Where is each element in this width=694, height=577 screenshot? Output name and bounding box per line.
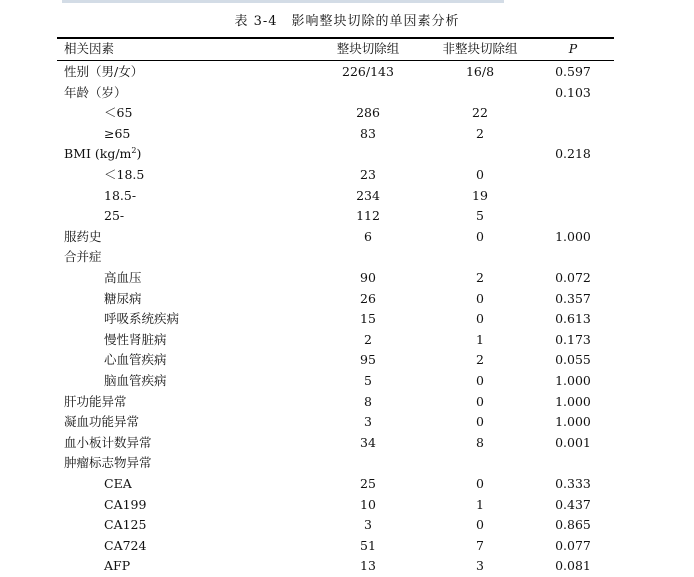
row-factor: 高血压: [104, 270, 142, 285]
row-non-en-bloc-count: 0: [476, 311, 484, 327]
table-header-rule: [57, 60, 614, 61]
row-en-bloc-count: 5: [364, 373, 372, 388]
row-en-bloc-count: 234: [356, 187, 380, 203]
row-non-en-bloc-count: 22: [472, 105, 488, 121]
row-non-en-bloc-count: 0: [476, 167, 484, 182]
row-en-bloc-count: 8: [364, 393, 372, 409]
row-p-value: 0.072: [555, 270, 591, 285]
row-en-bloc-count: 25: [360, 476, 376, 491]
row-en-bloc-count: 90: [360, 270, 376, 285]
row-non-en-bloc-count: 7: [476, 537, 484, 553]
row-p-value: 0.597: [555, 64, 591, 79]
row-factor: ≥65: [104, 125, 131, 141]
row-non-en-bloc-count: 1: [476, 496, 484, 512]
row-factor: AFP: [104, 558, 131, 574]
row-p-value: 0.613: [555, 311, 591, 327]
row-non-en-bloc-count: 1: [476, 331, 484, 347]
row-non-en-bloc-count: 19: [472, 187, 488, 203]
row-non-en-bloc-count: 0: [476, 517, 484, 533]
row-p-value: 0.333: [555, 476, 591, 491]
header-factor: 相关因素: [64, 41, 115, 56]
row-factor: ＜18.5: [104, 167, 145, 182]
row-p-value: 0.077: [555, 537, 591, 553]
page-top-edge: [62, 0, 504, 3]
row-factor: 合并症: [64, 249, 102, 265]
table-row: [0, 330, 694, 350]
row-p-value: 0.357: [555, 290, 591, 306]
row-en-bloc-count: 3: [364, 414, 372, 430]
table-row: [0, 289, 694, 309]
table-row: [0, 186, 694, 206]
row-en-bloc-count: 2: [364, 331, 372, 347]
row-en-bloc-count: 6: [364, 228, 372, 244]
row-factor: 慢性肾脏病: [104, 331, 167, 347]
row-p-value: 1.000: [555, 228, 591, 244]
row-factor: 服药史: [64, 228, 102, 244]
row-en-bloc-count: 286: [356, 105, 380, 121]
table-row: [0, 556, 694, 576]
row-factor: 年龄（岁）: [64, 84, 127, 100]
row-factor: 脑血管疾病: [104, 373, 167, 388]
row-factor: 心血管疾病: [104, 352, 167, 368]
row-non-en-bloc-count: 2: [476, 352, 484, 368]
row-en-bloc-count: 83: [360, 125, 376, 141]
table-row: [0, 309, 694, 329]
row-en-bloc-count: 34: [360, 434, 376, 450]
table-row: [0, 350, 694, 370]
table-row: [0, 412, 694, 432]
row-factor: 肝功能异常: [64, 393, 127, 409]
row-en-bloc-count: 10: [360, 496, 376, 512]
row-p-value: 1.000: [555, 373, 591, 388]
row-factor: 性别（男/女）: [64, 64, 144, 79]
table-row: [0, 247, 694, 267]
row-non-en-bloc-count: 2: [476, 125, 484, 141]
row-p-value: 0.001: [555, 434, 591, 450]
table-row: [0, 206, 694, 226]
row-non-en-bloc-count: 0: [476, 373, 484, 388]
row-factor: 肿瘤标志物异常: [64, 455, 152, 471]
row-p-value: 1.000: [555, 393, 591, 409]
row-factor: CA125: [104, 517, 147, 533]
row-non-en-bloc-count: 0: [476, 228, 484, 244]
table-row: [0, 453, 694, 473]
table-row: [0, 371, 694, 391]
row-en-bloc-count: 13: [360, 558, 376, 574]
row-factor: 糖尿病: [104, 290, 142, 306]
row-non-en-bloc-count: 0: [476, 393, 484, 409]
bmi-label: BMI (kg/m: [64, 146, 132, 162]
row-factor: 18.5-: [104, 187, 137, 203]
row-p-value: 0.173: [555, 331, 591, 347]
table-row: [0, 536, 694, 556]
row-p-value: 0.437: [555, 496, 591, 512]
row-factor: CA724: [104, 537, 147, 553]
table-row: [0, 62, 694, 82]
table-row: [0, 103, 694, 123]
table-row: [0, 83, 694, 103]
row-en-bloc-count: 226/143: [342, 64, 394, 79]
table-row: [0, 495, 694, 515]
table-row: [0, 392, 694, 412]
row-en-bloc-count: 26: [360, 290, 376, 306]
header-en-bloc: 整块切除组: [336, 41, 400, 56]
row-non-en-bloc-count: 16/8: [465, 64, 495, 79]
table-row: [0, 227, 694, 247]
table-row: [0, 433, 694, 453]
header-p-value: P: [568, 41, 578, 56]
row-p-value: 1.000: [555, 414, 591, 430]
row-non-en-bloc-count: 0: [476, 290, 484, 306]
row-en-bloc-count: 3: [364, 517, 372, 533]
row-factor: [64, 144, 141, 164]
row-en-bloc-count: 51: [360, 537, 376, 553]
row-factor: ＜65: [104, 105, 133, 121]
header-non-en-bloc: 非整块切除组: [442, 41, 518, 56]
row-non-en-bloc-count: 0: [476, 414, 484, 430]
row-en-bloc-count: 95: [360, 352, 376, 368]
bmi-close: ): [136, 146, 142, 162]
row-p-value: 0.081: [555, 558, 591, 574]
table-row: [0, 515, 694, 535]
row-factor: CEA: [104, 476, 132, 491]
row-p-value: 0.218: [555, 146, 591, 162]
row-non-en-bloc-count: 5: [476, 208, 484, 224]
row-factor: 血小板计数异常: [64, 434, 152, 450]
table-caption: 表 3-4 影响整块切除的单因素分析: [234, 14, 460, 29]
row-non-en-bloc-count: 2: [476, 270, 484, 285]
row-p-value: 0.103: [555, 84, 591, 100]
row-en-bloc-count: 23: [360, 167, 376, 182]
row-factor: 25-: [104, 208, 125, 224]
bmi-superscript: 2: [131, 146, 137, 156]
row-non-en-bloc-count: 0: [476, 476, 484, 491]
row-p-value: 0.055: [555, 352, 591, 368]
table-row: [0, 474, 694, 494]
table-row: [0, 144, 694, 164]
row-non-en-bloc-count: 8: [476, 434, 484, 450]
row-factor: CA199: [104, 496, 147, 512]
row-en-bloc-count: 15: [360, 311, 376, 327]
table-row: [0, 165, 694, 185]
table-row: [0, 268, 694, 288]
table-row: [0, 124, 694, 144]
row-factor: 凝血功能异常: [64, 414, 140, 430]
table-header-row: [0, 39, 694, 59]
row-p-value: 0.865: [555, 517, 591, 533]
row-factor: 呼吸系统疾病: [104, 311, 180, 327]
row-en-bloc-count: 112: [356, 208, 380, 224]
row-non-en-bloc-count: 3: [476, 558, 484, 574]
